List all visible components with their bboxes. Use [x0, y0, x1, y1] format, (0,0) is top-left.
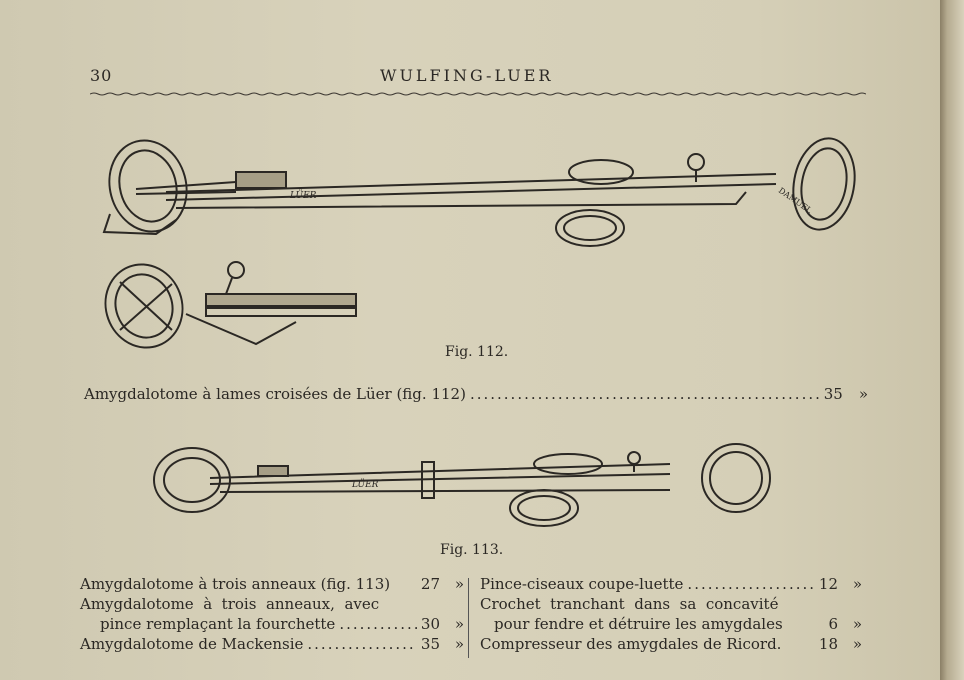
entry-price: 12: [818, 575, 838, 593]
guillemet: »: [454, 575, 464, 593]
left-entry-three-rings: [80, 575, 464, 593]
entry-text: Pince-ciseaux coupe-luette: [480, 575, 684, 593]
figure-112-caption: Fig. 112.: [445, 344, 509, 360]
book-spine-shadow: [940, 0, 964, 680]
instrument-engraving-luer-fig-113: LÜER: [352, 480, 379, 490]
right-entry-crochet-line1: [480, 595, 862, 613]
instrument-engraving-luer-fig-112: LÜER: [290, 191, 317, 201]
leader-dots: [307, 635, 417, 653]
catalog-entry-fig-112: [84, 385, 868, 403]
left-entry-with-pincer-line2: [100, 615, 464, 633]
entry-price: 30: [420, 615, 440, 633]
entry-price: 6: [828, 615, 838, 633]
amygdalotome-illustration-fig-112: [96, 134, 862, 374]
amygdalotome-illustration-fig-113: [150, 438, 774, 534]
maker-engraving-mark: DAMUEL: [776, 185, 814, 216]
guillemet: »: [858, 385, 868, 403]
leader-dots: [687, 575, 814, 593]
guillemet: »: [852, 635, 862, 653]
entry-price: 18: [818, 635, 838, 653]
entry-text: Amygdalotome à trois anneaux, avec: [80, 595, 380, 613]
left-entry-mackensie: [80, 635, 464, 653]
entry-text: Compresseur des amygdales de Ricord.: [480, 635, 782, 653]
guillemet: »: [454, 635, 464, 653]
leader-dots: [339, 615, 417, 633]
entry-price: 35: [823, 385, 843, 403]
guillemet: »: [852, 575, 862, 593]
figure-113-caption: Fig. 113.: [440, 542, 504, 558]
entry-text: Amygdalotome à trois anneaux (fig. 113): [80, 575, 391, 593]
guillemet: »: [852, 615, 862, 633]
entry-price: 35: [420, 635, 440, 653]
column-divider: [468, 578, 469, 658]
entry-text: Amygdalotome de Mackensie: [80, 635, 304, 653]
entry-text-continued: pour fendre et détruire les amygdales: [494, 615, 783, 633]
entry-price: 27: [420, 575, 440, 593]
right-entry-pince-ciseaux: [480, 575, 862, 593]
page-number: 30: [90, 66, 113, 85]
right-entry-compresseur: [480, 635, 862, 653]
header-rule: [90, 92, 866, 96]
left-entry-with-pincer-line1: [80, 595, 464, 613]
leader-dots: [470, 385, 820, 403]
entry-text: Crochet tranchant dans sa concavité: [480, 595, 779, 613]
entry-text-continued: pince remplaçant la fourchette: [100, 615, 336, 633]
entry-text: Amygdalotome à lames croisées de Lüer (fig. 112): [84, 385, 466, 403]
running-head: WULFING-LUER: [380, 66, 554, 85]
guillemet: »: [454, 615, 464, 633]
right-entry-crochet-line2: [494, 615, 862, 633]
